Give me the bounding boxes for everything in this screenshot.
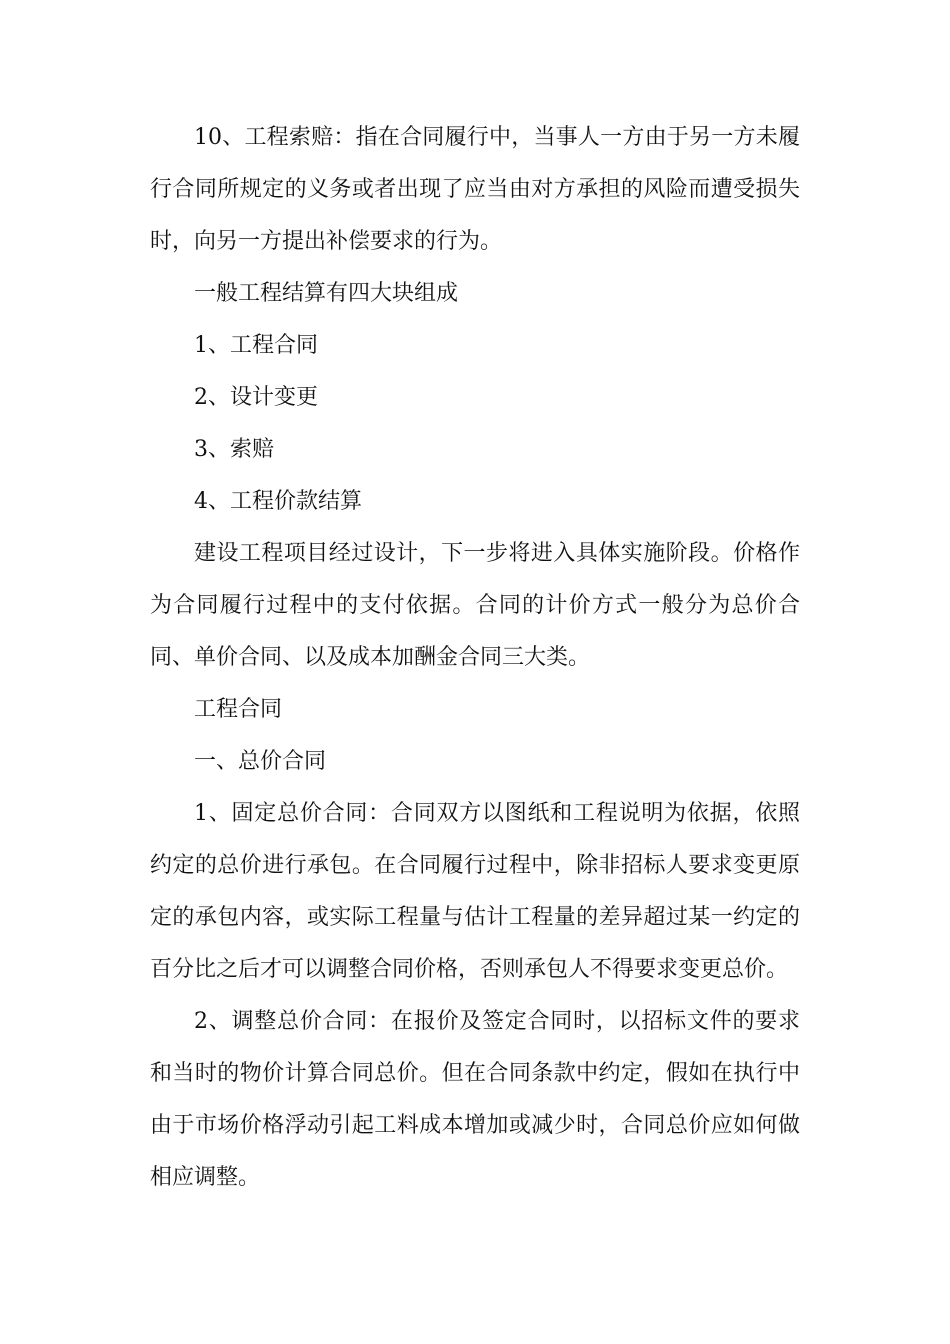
list-item-contract: 1、工程合同	[194, 333, 318, 358]
list-item-price-settlement: 4、工程价款结算	[194, 489, 362, 514]
paragraph-fixed-lump-sum: 1、固定总价合同：合同双方以图纸和工程说明为依据，依照约定的总价进行承包。在合同履行过程中，除非招标人要求变更原定的承包内容，或实际工程量与估计工程量的差异超过某一约定的百分比之后才可以调整合同价格，否则承包人不得要求变更总价。	[150, 801, 800, 982]
document-body	[150, 112, 800, 1204]
section-heading-contract: 工程合同	[194, 697, 283, 722]
paragraph-adjustable-lump-sum: 2、调整总价合同：在报价及签定合同时，以招标文件的要求和当时的物价计算合同总价。但在合同条款中约定，假如在执行中由于市场价格浮动引起工料成本增加或减少时，合同总价应如何做相应调整。	[150, 1009, 800, 1190]
list-item-claim: 3、索赔	[194, 437, 274, 462]
paragraph-settlement-intro: 一般工程结算有四大块组成	[194, 281, 459, 306]
paragraph-project-implementation: 建设工程项目经过设计，下一步将进入具体实施阶段。价格作为合同履行过程中的支付依据。合同的计价方式一般分为总价合同、单价合同、以及成本加酬金合同三大类。	[150, 541, 800, 670]
subsection-heading-lump-sum: 一、总价合同	[194, 749, 327, 774]
list-item-design-change: 2、设计变更	[194, 385, 318, 410]
paragraph-claim-definition: 10、工程索赔：指在合同履行中，当事人一方由于另一方未履行合同所规定的义务或者出现了应当由对方承担的风险而遭受损失时，向另一方提出补偿要求的行为。	[150, 125, 800, 254]
